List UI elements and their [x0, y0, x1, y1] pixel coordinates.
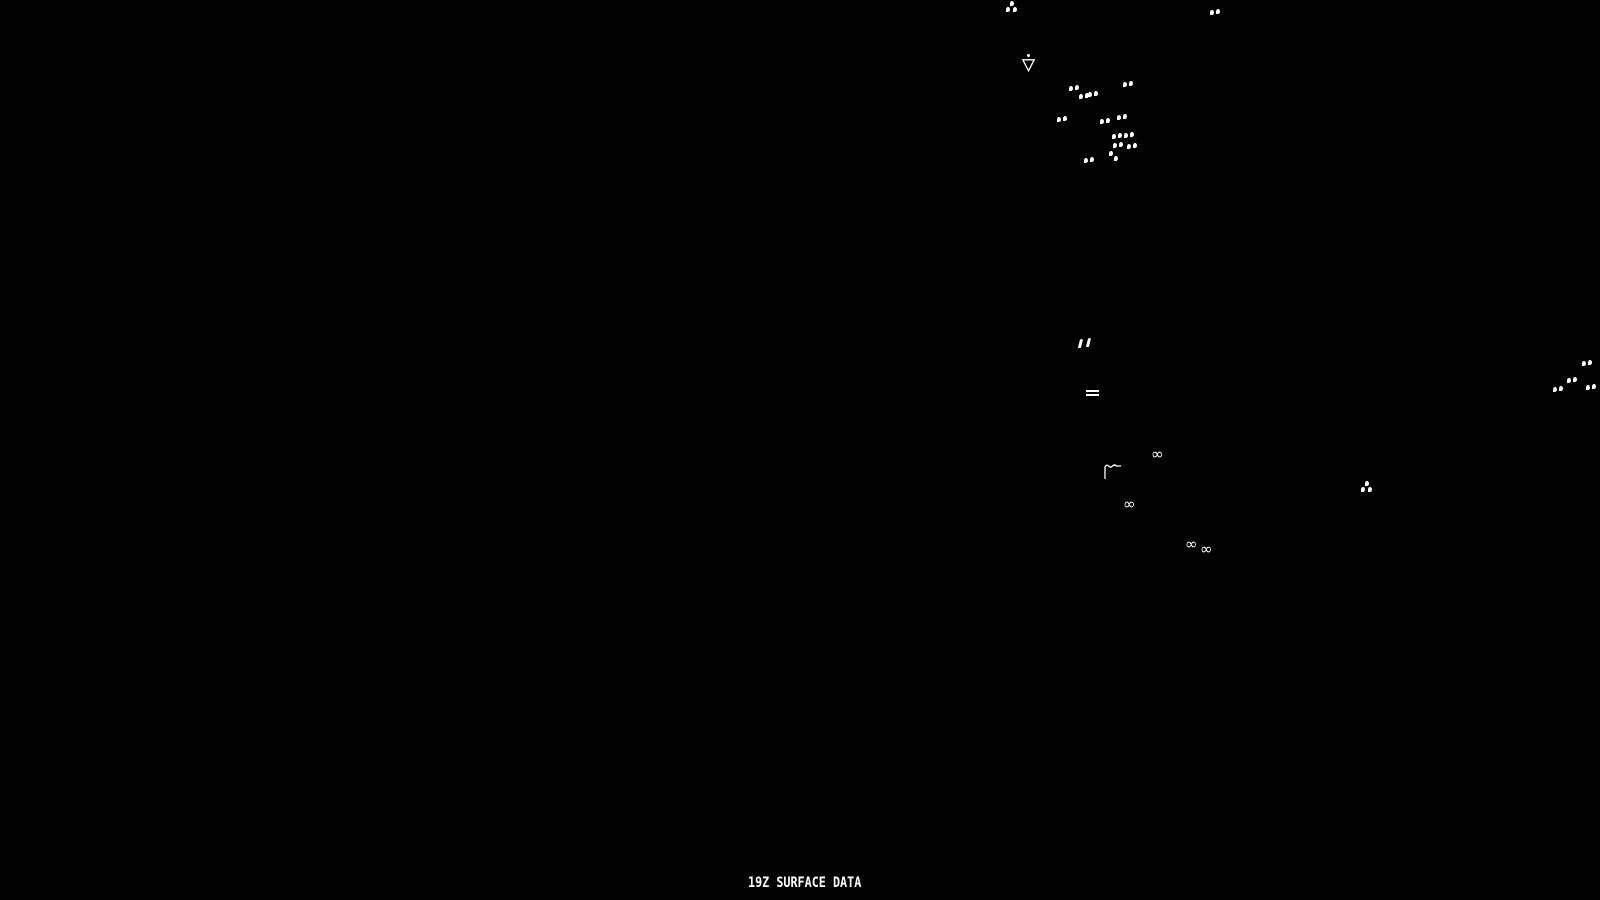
haze-icon: ∞ [1200, 540, 1213, 558]
smoke-icon [1104, 463, 1123, 480]
haze-icon: ∞ [1185, 535, 1198, 553]
haze-icon: ∞ [1123, 495, 1136, 513]
haze-icon: ∞ [1151, 445, 1164, 463]
plot-title: 19Z SURFACE DATA [748, 875, 862, 891]
